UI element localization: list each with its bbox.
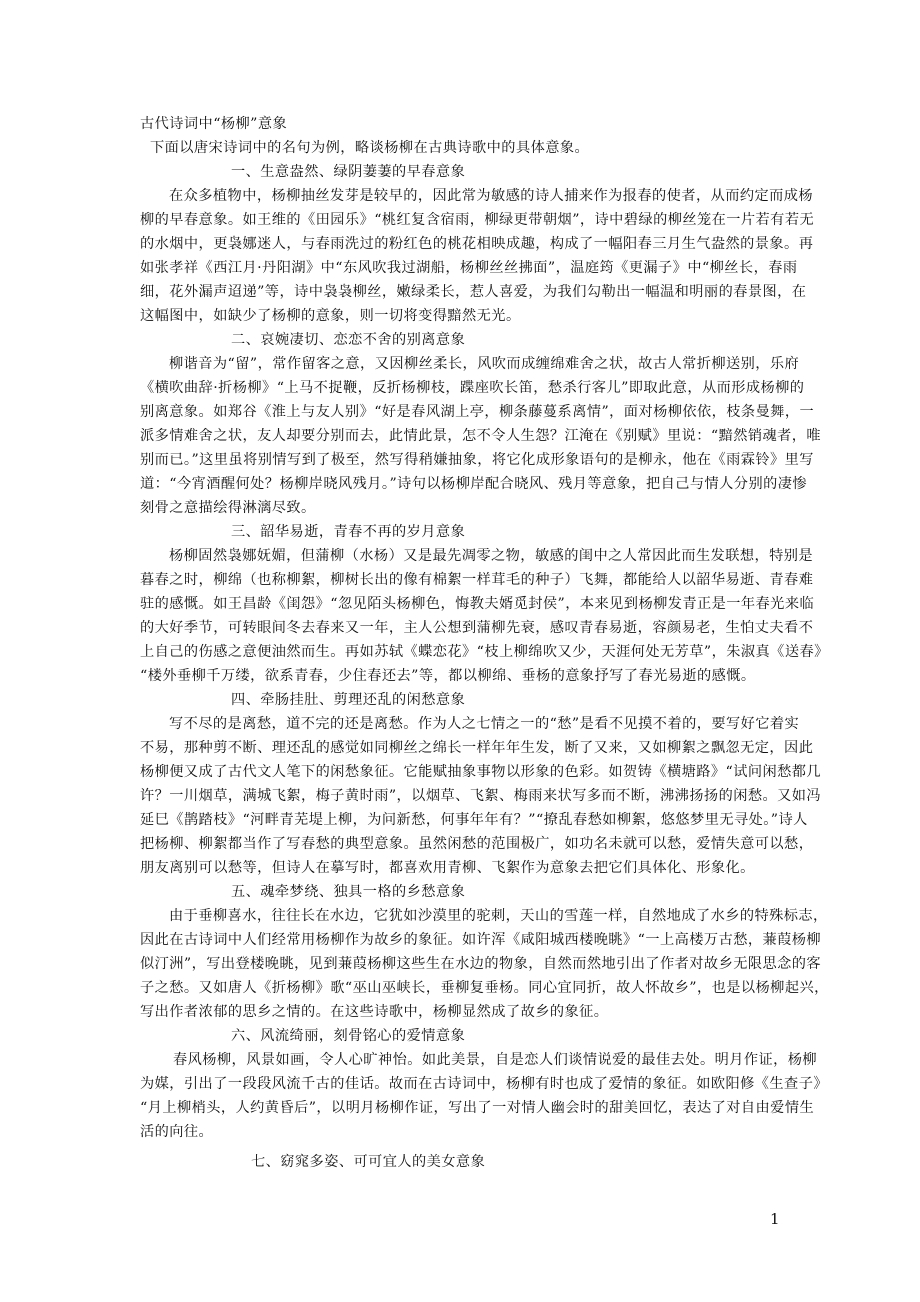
section-6-line: “月上柳梢头，人约黄昏后”，以明月杨柳作证，写出了一对情人幽会时的甜美回忆，表达了对自由爱情生	[140, 1100, 815, 1116]
section-heading-3: 三、韶华易逝，青春不再的岁月意象	[231, 524, 466, 540]
section-3-line: 杨柳固然袅娜妩媚，但蒲柳（水杨）又是最先凋零之物，敏感的闺中之人常因此而生发联想，特别是	[169, 548, 814, 564]
section-2-line: 别而已。”这里虽将别情写到了极至，然写得稍嫌抽象，将它化成形象语句的是柳永，他在《雨霖铃》里写	[140, 452, 814, 468]
section-1-line: 柳的早春意象。如王维的《田园乐》“桃红复含宿雨，柳绿更带朝烟”，诗中碧绿的柳丝笼在一片若有若无	[140, 212, 815, 228]
section-5-line: 子之愁。又如唐人《折杨柳》歌“巫山巫峡长，垂柳复垂杨。同心宜同折，故人怀故乡”，也是以杨柳起兴，	[140, 980, 829, 996]
section-heading-1: 一、生意盎然、绿阴萋萋的早春意象	[231, 164, 466, 180]
section-heading-2: 二、哀婉凄切、恋恋不舍的别离意象	[231, 332, 466, 348]
document-body	[140, 112, 829, 1174]
section-heading-5: 五、魂牵梦绕、独具一格的乡愁意象	[231, 884, 466, 900]
section-3-line: 驻的感慨。如王昌龄《闺怨》“忽见陌头杨柳色，悔教夫婿觅封侯”，本来见到杨柳发青正是一年春光来临	[140, 596, 815, 612]
section-3-line: “楼外垂柳千万缕，欲系青春，少住春还去”等，都以柳绵、垂杨的意象抒写了春光易逝的感慨。	[140, 668, 756, 684]
section-3-line: 暮春之时，柳绵（也称柳絮，柳树长出的像有棉絮一样茸毛的种子）飞舞，都能给人以韶华易逝、青春难	[140, 572, 814, 588]
section-4-line: 许？一川烟草，满城飞絮，梅子黄时雨”，以烟草、飞絮、梅雨来状写多而不断，沸沸扬扬的闲愁。又如冯	[140, 788, 822, 804]
section-6-line: 为媒，引出了一段段风流千古的佳话。故而在古诗词中，杨柳有时也成了爱情的象征。如欧阳修《生查子》	[140, 1076, 828, 1092]
section-4-line: 延巳《鹊踏枝》“河畔青芜堤上柳，为问新愁，何事年年有？”“撩乱春愁如柳絮，悠悠梦里无寻处。”诗人	[140, 812, 808, 828]
section-6-line: 活的向往。	[140, 1124, 214, 1140]
page-number: 1	[770, 1210, 780, 1228]
section-3-line: 上自己的伤感之意便油然而生。再如苏轼《蝶恋花》“枝上柳绵吹又少，天涯何处无芳草”，朱淑真《送春》	[140, 644, 829, 660]
section-4-line: 把杨柳、柳絮都当作了写春愁的典型意象。虽然闲愁的范围极广，如功名未就可以愁，爱情失意可以愁，	[140, 836, 814, 852]
section-2-line: 别离意象。如郑谷《淮上与友人别》“好是春风湖上亭，柳条藤蔓系离情”，面对杨柳依依，枝条曼舞，一	[140, 404, 815, 420]
section-1-line: 细，花外漏声迢递”等，诗中袅袅柳丝，嫩绿柔长，惹人喜爱，为我们勾勒出一幅温和明丽的春景图，在	[140, 284, 807, 300]
section-5-line: 写出作者浓郁的思乡之情的。在这些诗歌中，杨柳显然成了故乡的象征。	[140, 1004, 609, 1020]
section-3-line: 的大好季节，可转眼间冬去春来又一年，主人公想到蒲柳先衰，感叹青春易逝，容颜易老，生怕丈夫看不	[140, 620, 814, 636]
section-1-line: 如张孝祥《西江月·丹阳湖》中“东风吹我过湖船，杨柳丝丝拂面”，温庭筠《更漏子》中“柳丝长，春雨	[140, 260, 798, 276]
document-title: 古代诗词中“杨柳”意象	[140, 116, 288, 132]
section-4-line: 杨柳便又成了古代文人笔下的闲愁象征。它能赋抽象事物以形象的色彩。如贺铸《横塘路》“试问闲愁都几	[140, 764, 822, 780]
section-6-line: 春风杨柳，风景如画，令人心旷神怡。如此美景，自是恋人们谈情说爱的最佳去处。明月作证，杨柳	[173, 1052, 818, 1068]
section-4-line: 写不尽的是离愁，道不完的还是离愁。作为人之七情之一的“愁”是看不见摸不着的，要写好它着实	[169, 716, 800, 732]
section-4-line: 不易，那种剪不断、理还乱的感觉如同柳丝之绵长一样年年生发，断了又来，又如柳絮之飘忽无定，因此	[140, 740, 814, 756]
section-2-line: 刻骨之意描绘得淋漓尽致。	[140, 500, 316, 516]
section-1-line: 这幅图中，如缺少了杨柳的意象，则一切将变得黯然无光。	[140, 308, 521, 324]
section-heading-4: 四、牵肠挂肚、剪理还乱的闲愁意象	[231, 692, 466, 708]
section-2-line: 道：“今宵酒醒何处？杨柳岸晓风残月。”诗句以杨柳岸配合晓风、残月等意象，把自己与情人分别的凄惨	[140, 476, 807, 492]
section-1-line: 在众多植物中，杨柳抽丝发芽是较早的，因此常为敏感的诗人捕来作为报春的使者，从而约定而成杨	[169, 188, 814, 204]
section-4-line: 朋友离别可以愁等，但诗人在摹写时，都喜欢用青柳、飞絮作为意象去把它们具体化、形象化。	[140, 860, 755, 876]
section-1-line: 的水烟中，更袅娜迷人，与春雨洗过的粉红色的桃花相映成趣，构成了一幅阳春三月生气盎然的景象。再	[140, 236, 814, 252]
section-2-line: 派多情难舍之状，友人却要分别而去，此情此景，怎不令人生怨？江淹在《别赋》里说：“黯然销魂者，唯	[140, 428, 822, 444]
section-5-line: 因此在古诗词中人们经常用杨柳作为故乡的象征。如许浑《咸阳城西楼晚眺》“一上高楼万古愁，蒹葭杨柳	[140, 932, 822, 948]
section-heading-6: 六、风流绮丽，刻骨铭心的爱情意象	[231, 1028, 466, 1044]
section-5-line: 似汀洲”，写出登楼晚眺，见到蒹葭杨柳这些生在水边的物象，自然而然地引出了作者对故乡无限思念的客	[140, 956, 822, 972]
section-2-line: 柳谐音为“留”，常作留客之意，又因柳丝柔长，风吹而成缠绵难舍之状，故古人常折柳送别，乐府	[169, 356, 800, 372]
section-heading-7: 七、窈窕多姿、可可宜人的美女意象	[251, 1154, 486, 1170]
section-5-line: 由于垂柳喜水，往往长在水边，它犹如沙漠里的驼刺，天山的雪莲一样，自然地成了水乡的特殊标志，	[169, 908, 828, 924]
intro-paragraph: 下面以唐宋诗词中的名句为例，略谈杨柳在古典诗歌中的具体意象。	[150, 140, 590, 156]
section-2-line: 《横吹曲辞·折杨柳》“上马不捉鞭，反折杨柳枝，蹀座吹长笛，愁杀行客儿”即取此意，从而形成杨柳的	[140, 380, 805, 396]
